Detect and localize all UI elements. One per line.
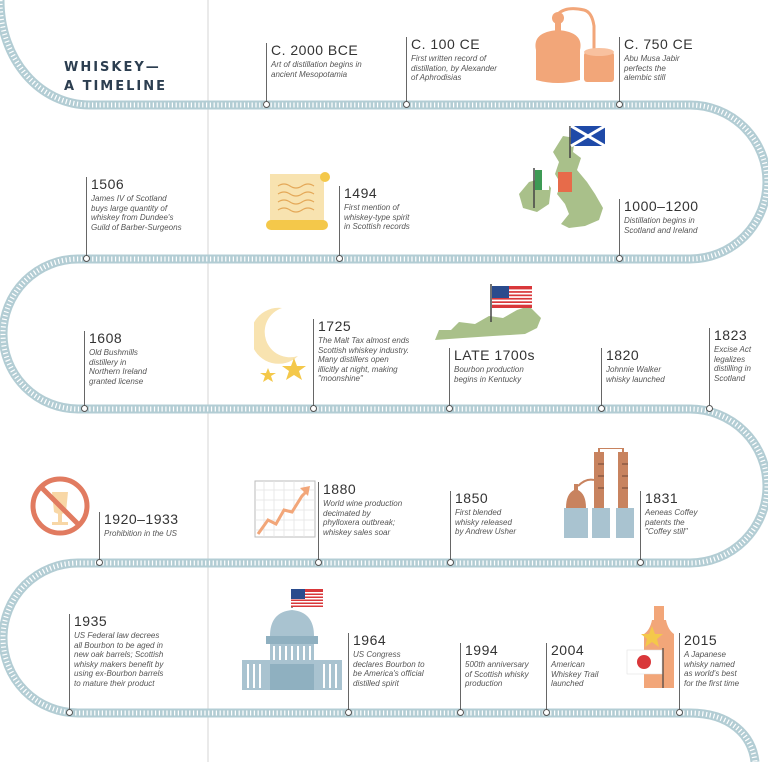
event-year: 1494 [344,185,378,201]
event-desc: First written record of distillation, by Alexander of Aphrodisias [411,54,497,82]
event-year: 1994 [465,642,499,658]
scroll-icon [262,170,334,234]
event-year: C. 750 CE [624,36,694,52]
event-desc: The Malt Tax almost ends Scottish whiskey industry. Many distillers open illicitly at night, making "moonshine" [318,336,410,383]
event-desc: US Congress declares Bourbon to be America's official distilled spirit [353,650,425,688]
event-1850 [450,491,516,563]
event-year: 1000–1200 [624,198,699,214]
event-1820 [601,348,665,409]
event-year: 1725 [318,318,352,334]
event-year: C. 100 CE [411,36,481,52]
event-year: 1850 [455,490,489,506]
event-1964 [348,633,425,713]
event-c2000bce [266,43,362,105]
alembic-still-icon [526,4,618,86]
event-c100ce [406,37,497,105]
event-desc: First blended whisky released by Andrew Usher [455,508,517,536]
event-year: 1820 [606,347,640,363]
event-desc: James IV of Scotland buys large quantity of whiskey from Dundee's Guild of Barber-Surgeons [91,194,182,232]
event-year: 1964 [353,632,387,648]
event-year: 1506 [91,176,125,192]
title-line-2: A TIMELINE [64,79,167,94]
event-desc: Old Bushmills distillery in Northern Ireland granted license [89,348,147,386]
event-c750ce [619,37,693,105]
event-desc: World wine production decimated by phylloxera outbreak; whiskey sales soar [323,499,403,537]
event-1000-1200 [619,199,699,259]
usa-flag-icon [290,588,326,612]
moon-stars-icon [254,304,314,386]
event-desc: Distillation begins in Scotland and Ireland [624,216,698,235]
event-1880 [318,482,402,563]
ireland-flag-icon [532,168,558,208]
event-desc: Bourbon production begins in Kentucky [454,365,524,384]
event-2015 [679,633,739,713]
title-line-1: WHISKEY— [64,60,161,75]
event-1725 [313,319,409,409]
event-desc: Abu Musa Jabir perfects the alembic still [624,54,680,82]
event-year: 1920–1933 [104,511,179,527]
japan-flag-icon [624,648,664,688]
event-desc: US Federal law decrees all Bourbon to be aged in new oak barrels; Scottish whisky makers benefit by using ex-Bourbon barrels to mature their product [74,631,164,688]
event-desc: Prohibition in the US [104,529,177,538]
scotland-flag-icon [568,124,608,158]
rising-chart-icon [254,480,316,538]
event-1994 [460,643,529,713]
event-late-1700s [449,348,535,409]
event-1494 [339,186,410,259]
event-year: 1823 [714,327,748,343]
event-desc: A Japanese whisky named as world's best for the first time [684,650,740,688]
event-year: 1880 [323,481,357,497]
event-year: 1608 [89,330,123,346]
event-desc: Johnnie Walker whisky launched [606,365,665,384]
event-1823 [709,328,751,409]
no-drinking-icon [28,474,92,538]
usa-flag-icon [489,284,535,322]
event-desc: Excise Act legalizes distilling in Scotland [714,345,752,383]
event-desc: American Whiskey Trail launched [551,660,599,688]
coffey-still-icon [556,448,640,540]
event-year: 2015 [684,632,718,648]
event-desc: First mention of whiskey-type spirit in Scottish records [344,203,410,231]
orange-flag-icon [556,170,574,194]
event-year: 1935 [74,613,108,629]
event-1920-1933 [99,512,179,563]
event-1935 [69,614,163,713]
event-year: 2004 [551,642,585,658]
event-1506 [86,177,182,259]
event-year: LATE 1700s [454,347,536,363]
event-1608 [84,331,147,409]
event-year: C. 2000 BCE [271,42,359,58]
event-desc: Art of distillation begins in ancient Mesopotamia [271,60,362,79]
event-1831 [640,491,697,563]
event-year: 1831 [645,490,679,506]
event-2004 [546,643,598,713]
event-desc: Aeneas Coffey patents the "Coffey still" [645,508,698,536]
page-title [64,58,167,96]
event-desc: 500th anniversary of Scottish whisky production [465,660,529,688]
